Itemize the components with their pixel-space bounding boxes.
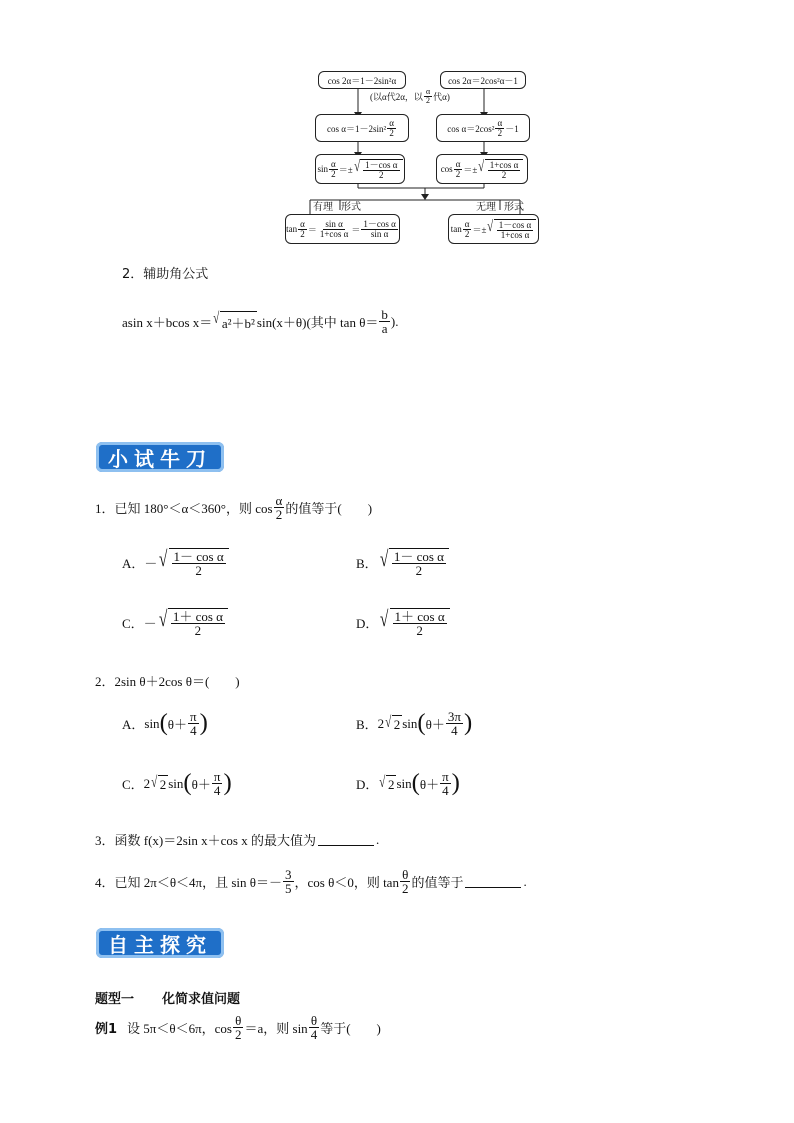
frac-den: 1+cos α — [319, 228, 349, 239]
frac-den: 2 — [416, 623, 423, 638]
b-over-a — [379, 308, 390, 335]
radical: √ $\frac{\text{1－ cos α}}{2}$ — [378, 548, 449, 577]
example-1 — [95, 1014, 381, 1041]
radicand — [171, 610, 225, 637]
rational-form-label — [313, 198, 361, 213]
frac-num: α — [455, 158, 461, 169]
stem-text: 1．已知 180°＜α＜360°，则 cos — [95, 501, 273, 516]
frac-den: 2 — [234, 1027, 242, 1042]
frac-den: 4 — [190, 723, 197, 738]
formula-text: tan — [450, 224, 462, 234]
frac-num: π — [190, 709, 197, 724]
pi-over-4 — [188, 710, 199, 737]
formula-text: ＝ — [307, 224, 317, 235]
frac-num: α — [275, 493, 283, 508]
frac-den: 2 — [275, 507, 283, 522]
option-label: D． — [356, 777, 379, 792]
theta-quarter — [309, 1014, 320, 1041]
q2-option-a[interactable]: A． sin ( θ＋ $\frac{\pi}{4}$ ) — [122, 709, 208, 738]
answer-blank[interactable] — [465, 875, 521, 888]
label-text: 形式 — [504, 202, 524, 213]
radical: √ a²＋b² — [213, 310, 255, 331]
section-badge-explore — [96, 928, 224, 958]
formula-text: sin — [396, 775, 412, 791]
frac-den: 4 — [213, 783, 221, 798]
formula-text: sin — [168, 775, 184, 791]
three-pi-over-4 — [446, 710, 463, 737]
stem-text: 等于( ) — [320, 1021, 381, 1036]
irrational-form-label — [476, 198, 524, 213]
radicand — [497, 221, 533, 240]
frac-num: 1+cos α — [489, 159, 519, 170]
frac-num: θ — [402, 867, 409, 882]
frac-den: 2 — [401, 881, 409, 896]
formula-text: θ＋ — [191, 777, 211, 792]
formula-text: θ＋ — [419, 777, 440, 792]
stem-text: ，cos θ＜0，则 tan — [294, 875, 399, 890]
frac-den: 2 — [455, 168, 461, 179]
aux-heading — [122, 263, 208, 282]
stem-text: ＝a，则 sin — [244, 1021, 308, 1036]
radical: √ $\frac{\text{1－cos α}}{2}$ — [353, 159, 403, 180]
frac-den: 4 — [442, 783, 449, 798]
frac-num: 1＋ cos α — [394, 609, 445, 624]
cos-alpha-cos-form — [436, 114, 530, 142]
frac-num: 3 — [285, 867, 292, 882]
frac-num: θ — [310, 1013, 318, 1028]
frac-num: π — [442, 769, 449, 784]
identity-cos2a-sin — [318, 71, 406, 89]
radicand — [363, 161, 399, 180]
stem-text: 2．2sin θ＋2cos θ＝( ) — [95, 674, 240, 689]
option-label: B． — [356, 556, 378, 571]
radicand: 2 — [387, 776, 395, 792]
stem-text: 的值等于 — [411, 875, 464, 890]
frac-num: 1－cos α — [363, 218, 396, 229]
formula-text: sin — [317, 164, 328, 174]
q2-option-b[interactable]: B． 2 √ 2 sin ( θ＋ $\frac{3\pi}{4}$ ) — [356, 709, 473, 738]
note-text: 代α) — [433, 92, 450, 102]
identity-text: cos 2α＝2cos²α－1 — [448, 75, 518, 86]
option-label: A． — [122, 717, 145, 732]
identity-text: cos 2α＝1－2sin²α — [327, 75, 397, 86]
frac-num: α — [497, 117, 503, 128]
frac-den: 2 — [415, 563, 423, 578]
alpha-half — [274, 494, 285, 521]
stem-text: 设 5π＜θ＜6π，cos — [127, 1021, 232, 1036]
frac-den: 2 — [464, 228, 470, 239]
radicand: 2 — [159, 776, 167, 792]
formula-text: 2 — [143, 775, 151, 791]
radical: √ 2 — [151, 773, 167, 792]
answer-blank[interactable] — [318, 833, 374, 846]
frac-num: 1－ cos α — [173, 549, 224, 564]
frac-num: α — [389, 117, 394, 128]
tan-frac-2 — [361, 220, 397, 239]
formula-text: ＝± — [463, 164, 478, 175]
cos-alpha-sin-form — [315, 114, 409, 142]
frac-den: 2 — [194, 623, 202, 638]
frac-den: 4 — [451, 723, 458, 738]
radical: √ $\frac{\text{1+cos α}}{2}$ — [477, 159, 523, 180]
frac-den: 4 — [310, 1027, 318, 1042]
aux-formula — [122, 308, 399, 335]
option-label: C．－ — [122, 616, 157, 631]
frac-den: 5 — [285, 881, 292, 896]
radicand — [392, 550, 446, 577]
q3-stem — [95, 830, 379, 849]
pi-over-4 — [440, 770, 451, 797]
frac-num: θ — [235, 1013, 242, 1028]
q2-option-d[interactable]: D． √ 2 sin ( θ＋ $\frac{\pi}{4}$ ) — [356, 769, 460, 798]
tan-half-irrational — [448, 214, 539, 244]
option-label: A．－ — [122, 556, 158, 571]
formula-text: tan — [286, 224, 298, 234]
radicand: a²＋b² — [220, 311, 257, 332]
frac-num: α — [330, 158, 336, 169]
frac-den: sin α — [370, 228, 389, 239]
q1-option-b[interactable] — [356, 548, 449, 577]
stem-text: . — [523, 873, 527, 889]
stem-text: . — [376, 831, 380, 847]
sin-half-formula — [315, 154, 405, 184]
frac-num: 1＋ cos α — [172, 609, 223, 624]
question-type-heading — [95, 988, 240, 1007]
radicand — [393, 610, 447, 637]
theta-half — [400, 868, 411, 895]
label-text: 有理 — [313, 202, 333, 213]
q1-option-d[interactable] — [356, 608, 450, 637]
radical: √ 2 — [385, 713, 401, 732]
q2-option-c[interactable]: C． 2 √ 2 sin ( θ＋ $\frac{\pi}{4}$ ) — [122, 769, 232, 798]
alpha-half — [298, 220, 307, 239]
frac-den: 2 — [389, 127, 394, 138]
stem-text: 的值等于( ) — [285, 501, 373, 516]
tan-frac-1 — [318, 220, 351, 239]
section-badge-practice — [96, 442, 224, 472]
alpha-half — [424, 88, 432, 105]
q1-option-c[interactable] — [122, 608, 228, 637]
radicand — [488, 161, 521, 180]
type-label: 题型一 — [95, 992, 135, 1007]
identity-cos2a-cos — [440, 71, 526, 89]
frac-num: 3π — [447, 709, 461, 724]
stem-text: 3．函数 f(x)＝2sin x＋cos x 的最大值为 — [95, 833, 316, 848]
formula-text: ＝ — [351, 224, 361, 235]
frac-num: sin α — [325, 218, 343, 229]
frac-den: 2 — [426, 96, 431, 105]
frac-den: 2 — [497, 127, 503, 138]
formula-text: ＝± — [338, 164, 353, 175]
formula-text: 2 — [377, 715, 385, 731]
theta-half — [233, 1014, 244, 1041]
badge-text: 小试牛刀 — [108, 446, 212, 471]
q1-stem — [95, 494, 372, 521]
formula-text: cos — [440, 164, 453, 174]
frac-den: a — [381, 321, 388, 336]
q4-stem — [95, 868, 527, 895]
frac-den: 1+cos α — [500, 229, 530, 240]
alpha-half — [387, 119, 396, 138]
heading-text: 2．辅助角公式 — [122, 267, 209, 282]
note-text: (以α代2α，以 — [370, 92, 423, 102]
frac-den: 2 — [331, 168, 336, 179]
option-label: D． — [356, 616, 379, 631]
formula-text: sin — [144, 715, 160, 731]
frac-num: 1－cos α — [498, 219, 532, 230]
frac-num: 1－ cos α — [393, 549, 444, 564]
formula-text: cos α＝2cos² — [447, 123, 495, 134]
stem-text: 4．已知 2π＜θ＜4π，且 sin θ＝－ — [95, 875, 283, 890]
formula-text: asin x＋bcos x＝ — [122, 315, 213, 330]
radicand — [172, 550, 226, 577]
frac-den: 2 — [300, 228, 305, 239]
formula-text: sin — [402, 715, 418, 731]
formula-text: sin(x＋θ)(其中 tan θ＝ — [256, 315, 379, 330]
substitution-note — [370, 88, 450, 105]
frac-den: 2 — [195, 563, 202, 578]
radical: √ 2 — [379, 773, 395, 792]
pi-over-4 — [212, 770, 223, 797]
example-label: 例1 — [95, 1022, 118, 1037]
badge-text: 自主探究 — [108, 932, 212, 957]
frac-den: 2 — [501, 169, 507, 180]
q2-stem — [95, 671, 240, 690]
frac-num: α — [425, 87, 431, 96]
frac-num: 1－cos α — [365, 159, 398, 170]
alpha-half — [463, 220, 472, 239]
alpha-half — [329, 160, 338, 179]
frac-num: b — [381, 307, 388, 322]
three-fifths — [283, 868, 294, 895]
radical: √ $\frac{\text{1－ cos α}}{2}$ — [157, 548, 228, 577]
label-text: 形式 — [341, 202, 361, 213]
formula-text: cos α＝1－2sin² — [327, 123, 387, 134]
formula-text: θ＋ — [167, 717, 188, 732]
cos-half-formula — [436, 154, 528, 184]
frac-num: π — [213, 769, 221, 784]
option-label: C． — [122, 777, 144, 792]
alpha-half — [454, 160, 463, 179]
radical: √ $\frac{\text{1－cos α}}{\text{1+cos α}}$ — [486, 219, 536, 240]
frac-num: α — [300, 218, 305, 229]
option-label: B． — [356, 717, 378, 732]
type-title: 化简求值问题 — [162, 992, 241, 1007]
radical: √ $\frac{\text{1＋ cos α}}{2}$ — [157, 608, 228, 637]
q1-option-a[interactable] — [122, 548, 229, 577]
formula-text: ＝± — [472, 224, 487, 235]
alpha-half — [495, 119, 504, 138]
tan-half-rational — [285, 214, 400, 244]
radical: √ $\frac{\text{1＋ cos α}}{2}$ — [378, 608, 449, 637]
radicand: 2 — [393, 716, 401, 732]
formula-text: ). — [390, 313, 399, 329]
frac-num: α — [464, 218, 470, 229]
formula-text: θ＋ — [425, 717, 445, 732]
formula-text: －1 — [505, 123, 519, 134]
label-text: 无理 — [476, 202, 496, 213]
frac-den: 2 — [379, 169, 384, 180]
